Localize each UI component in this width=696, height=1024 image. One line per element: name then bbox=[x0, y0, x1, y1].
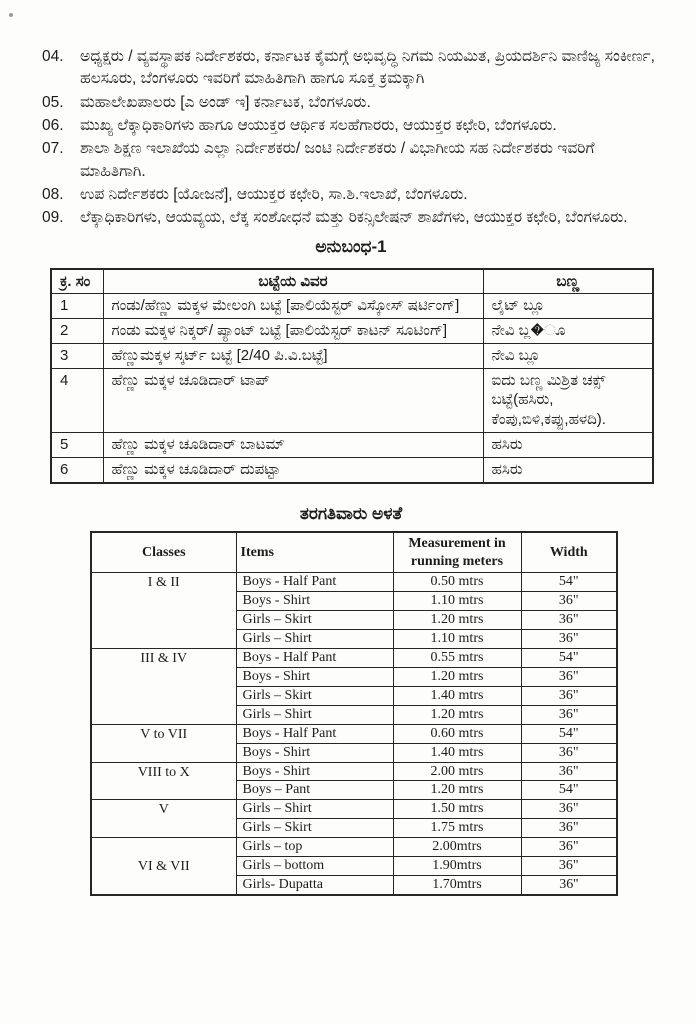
cloth-table-cell: ಲೈಟ್ ಬ್ಲೂ bbox=[483, 294, 653, 319]
cloth-table-row bbox=[51, 433, 653, 458]
measurement-table-cell: Girls – Shirt bbox=[236, 800, 393, 819]
measurement-table-cell: Boys - Shirt bbox=[236, 592, 393, 611]
measurement-table-row bbox=[91, 838, 617, 857]
class-cell: V bbox=[91, 800, 236, 838]
measurement-table-cell: 36" bbox=[521, 705, 617, 724]
measurement-table-cell: Boys - Shirt bbox=[236, 762, 393, 781]
distribution-item bbox=[42, 138, 660, 183]
cloth-table-cell: ನೇವಿ ಬ್ಲೂ bbox=[483, 343, 653, 368]
measurement-table-cell: Girls- Dupatta bbox=[236, 875, 393, 894]
measurement-table-cell: 0.55 mtrs bbox=[393, 649, 521, 668]
measurement-table-cell: 36" bbox=[521, 819, 617, 838]
measurement-table-cell: 2.00 mtrs bbox=[393, 762, 521, 781]
measurement-table-cell: 0.60 mtrs bbox=[393, 724, 521, 743]
measurement-table-cell: 1.10 mtrs bbox=[393, 592, 521, 611]
measurement-table-cell: Girls – Skirt bbox=[236, 819, 393, 838]
distribution-item bbox=[42, 207, 660, 229]
measurement-table-header: Items bbox=[236, 532, 393, 573]
distribution-item bbox=[42, 115, 660, 137]
measurement-table-cell: 1.90mtrs bbox=[393, 857, 521, 876]
measurement-table-cell: 1.20 mtrs bbox=[393, 611, 521, 630]
measurement-table-cell: 54" bbox=[521, 649, 617, 668]
measurement-table-row bbox=[91, 762, 617, 781]
measurement-table-cell: Boys - Shirt bbox=[236, 668, 393, 687]
distribution-list bbox=[42, 46, 660, 230]
measurement-table-cell: 1.75 mtrs bbox=[393, 819, 521, 838]
cloth-table-cell: ಹೆಣ್ಣು ಮಕ್ಕಳ ಚೂಡಿದಾರ್ ದುಪಟ್ಟಾ bbox=[103, 457, 483, 482]
distribution-item bbox=[42, 46, 660, 91]
cloth-table-cell: ಹೆಣ್ಣು ಮಕ್ಕಳ ಚೂಡಿದಾರ್ ಬಾಟಮ್ bbox=[103, 433, 483, 458]
measurement-table-header: Measurement in running meters bbox=[393, 532, 521, 573]
item-text: ಮಹಾಲೇಖಪಾಲರು [ಎ ಅಂಡ್ ಇ] ಕರ್ನಾಟಕ, ಬೆಂಗಳೂರು. bbox=[80, 93, 371, 111]
measurement-table-cell: 36" bbox=[521, 800, 617, 819]
item-text: ಮುಖ್ಯ ಲೆಕ್ಕಾಧಿಕಾರಿಗಳು ಹಾಗೂ ಆಯುಕ್ತರ ಆರ್ಥಿಕ ಸಲಹೆಗಾರರು, ಆಯುಕ್ತರ ಕಛೇರಿ, ಬೆಂಗಳೂರು. bbox=[80, 116, 557, 134]
cloth-table-row bbox=[51, 319, 653, 344]
measurement-title: ತರಗತಿವಾರು ಅಳತೆ bbox=[299, 503, 403, 523]
measurement-table-cell: Boys - Half Pant bbox=[236, 573, 393, 592]
item-number: 07. bbox=[42, 140, 64, 158]
cloth-table-cell: ಹಸಿರು bbox=[483, 433, 653, 458]
measurement-table-cell: Boys – Pant bbox=[236, 781, 393, 800]
item-number: 05. bbox=[42, 93, 64, 111]
item-text: ಲೆಕ್ಕಾಧಿಕಾರಿಗಳು, ಆಯವ್ಯಯ, ಲೆಕ್ಕ ಸಂಶೋಧನೆ ಮತ್ತು ರಿಕನ್ಸಿಲೇಷನ್ ಶಾಖೆಗಳು, ಆಯುಕ್ತರ ಕಛೇರಿ, ಬೆಂಗಳೂರು. bbox=[80, 209, 628, 227]
measurement-table-cell: Girls – Skirt bbox=[236, 686, 393, 705]
cloth-table-cell: 2 bbox=[51, 319, 103, 344]
measurement-table-cell: 1.40 mtrs bbox=[393, 743, 521, 762]
distribution-item bbox=[42, 184, 660, 206]
measurement-table-cell: 54" bbox=[521, 724, 617, 743]
scan-artifact-dot bbox=[9, 13, 13, 17]
class-cell: I & II bbox=[91, 573, 236, 649]
cloth-table-row bbox=[51, 294, 653, 319]
cloth-table-cell: ಗಂಡು ಮಕ್ಕಳ ನಿಕ್ಕರ್/ ಪ್ಯಾಂಟ್ ಬಟ್ಟೆ [ಪಾಲಿಯೆಸ್ಟರ್ ಕಾಟನ್ ಸೂಟಿಂಗ್] bbox=[103, 319, 483, 344]
cloth-table-row bbox=[51, 457, 653, 482]
cloth-table-header-row bbox=[51, 269, 653, 294]
cloth-table-header: ಬಟ್ಟೆಯ ವಿವರ bbox=[103, 269, 483, 294]
measurement-table-cell: 36" bbox=[521, 743, 617, 762]
measurement-table-cell: Boys - Half Pant bbox=[236, 649, 393, 668]
measurement-table-cell: 36" bbox=[521, 762, 617, 781]
measurement-table-cell: 0.50 mtrs bbox=[393, 573, 521, 592]
cloth-table-cell: ಹೆಣ್ಣು ಮಕ್ಕಳ ಚೂಡಿದಾರ್ ಟಾಪ್ bbox=[103, 368, 483, 432]
measurement-table-cell: Boys - Half Pant bbox=[236, 724, 393, 743]
item-number: 09. bbox=[42, 209, 64, 227]
item-number: 06. bbox=[42, 116, 64, 134]
item-text: ಶಾಲಾ ಶಿಕ್ಷಣ ಇಲಾಖೆಯ ಎಲ್ಲಾ ನಿರ್ದೇಶಕರು/ ಜಂಟಿ ನಿರ್ದೇಶಕರು / ವಿಭಾಗೀಯ ಸಹ ನಿರ್ದೇಶಕರು ಇವರಿಗೆ ಮಾಹಿತಿಗಾಗಿ. bbox=[80, 140, 595, 180]
measurement-table-row bbox=[91, 800, 617, 819]
measurement-table bbox=[90, 531, 618, 896]
item-number: 04. bbox=[42, 48, 64, 65]
cloth-table-cell: ಗಂಡು/ಹೆಣ್ಣು ಮಕ್ಕಳ ಮೇಲಂಗಿ ಬಟ್ಟೆ [ಪಾಲಿಯೆಸ್ಟರ್ ವಿಸ್ಕೋಸ್ ಷರ್ಟಿಂಗ್] bbox=[103, 294, 483, 319]
measurement-table-body bbox=[91, 573, 617, 895]
measurement-table-cell: 54" bbox=[521, 573, 617, 592]
measurement-table-header: Width bbox=[521, 532, 617, 573]
measurement-table-cell: Girls – Shirt bbox=[236, 630, 393, 649]
measurement-table-cell: 1.20 mtrs bbox=[393, 668, 521, 687]
distribution-item bbox=[42, 92, 660, 114]
measurement-table-cell: Girls – top bbox=[236, 838, 393, 857]
measurement-table-cell: 1.20 mtrs bbox=[393, 705, 521, 724]
measurement-table-cell: 36" bbox=[521, 630, 617, 649]
measurement-table-cell: 1.20 mtrs bbox=[393, 781, 521, 800]
cloth-table-cell: ಐದು ಬಣ್ಣ ಮಿಶ್ರಿತ ಚಕ್ಸ್ ಬಟ್ಟೆ(ಹಸಿರು, ಕೆಂಪು,ಬಿಳಿ,ಕಪ್ಪು,ಹಳದಿ). bbox=[483, 368, 653, 432]
measurement-table-cell: 1.10 mtrs bbox=[393, 630, 521, 649]
cloth-table-cell: 5 bbox=[51, 433, 103, 458]
cloth-table-header: ಬಣ್ಣ bbox=[483, 269, 653, 294]
measurement-table-cell: Girls – bottom bbox=[236, 857, 393, 876]
item-number: 08. bbox=[42, 185, 64, 203]
cloth-table-cell: ನೇವಿ ಬ್ಲ�ೂ bbox=[483, 319, 653, 344]
measurement-table-cell: 54" bbox=[521, 781, 617, 800]
class-cell: III & IV bbox=[91, 649, 236, 725]
measurement-table-cell: 1.50 mtrs bbox=[393, 800, 521, 819]
measurement-table-cell: 36" bbox=[521, 857, 617, 876]
cloth-color-table bbox=[50, 268, 654, 484]
measurement-table-cell: 2.00mtrs bbox=[393, 838, 521, 857]
cloth-table-cell: 3 bbox=[51, 343, 103, 368]
cloth-table-cell: 4 bbox=[51, 368, 103, 432]
measurement-table-cell: 1.70mtrs bbox=[393, 875, 521, 894]
measurement-table-row bbox=[91, 573, 617, 592]
cloth-table-body bbox=[51, 294, 653, 483]
measurement-table-cell: Boys - Shirt bbox=[236, 743, 393, 762]
class-cell: VI & VII bbox=[91, 838, 236, 895]
measurement-table-header: Classes bbox=[91, 532, 236, 573]
measurement-table-head bbox=[91, 532, 617, 573]
measurement-table-cell: 36" bbox=[521, 686, 617, 705]
cloth-table-cell: 1 bbox=[51, 294, 103, 319]
annexure-title: ಅನುಬಂಧ-1 bbox=[315, 236, 387, 256]
measurement-table-row bbox=[91, 724, 617, 743]
measurement-table-cell: 36" bbox=[521, 611, 617, 630]
class-cell: VIII to X bbox=[91, 762, 236, 800]
measurement-table-cell: 36" bbox=[521, 592, 617, 611]
measurement-table-cell: 36" bbox=[521, 668, 617, 687]
cloth-table-row bbox=[51, 368, 653, 432]
measurement-table-cell: 36'' bbox=[521, 875, 617, 894]
measurement-table-cell: Girls – Skirt bbox=[236, 611, 393, 630]
measurement-table-cell: 1.40 mtrs bbox=[393, 686, 521, 705]
cloth-table-row bbox=[51, 343, 653, 368]
measurement-table-header-row bbox=[91, 532, 617, 573]
cloth-table-cell: ಹೆಣ್ಣುಮಕ್ಕಳ ಸ್ಕರ್ಟ್ ಬಟ್ಟೆ [2/40 ಪಿ.ವಿ.ಬಟ್ಟೆ] bbox=[103, 343, 483, 368]
measurement-table-cell: Girls – Shirt bbox=[236, 705, 393, 724]
cloth-table-head bbox=[51, 269, 653, 294]
cloth-table-cell: ಹಸಿರು bbox=[483, 457, 653, 482]
class-cell: V to VII bbox=[91, 724, 236, 762]
cloth-table-cell: 6 bbox=[51, 457, 103, 482]
measurement-table-row bbox=[91, 649, 617, 668]
item-text: ಅಧ್ಯಕ್ಷರು / ವ್ಯವಸ್ಥಾಪಕ ನಿರ್ದೇಶಕರು, ಕರ್ನಾಟಕ ಕೈಮಗ್ಗೆ ಅಭಿವೃದ್ಧಿ ನಿಗಮ ನಿಯಮಿತ, ಪ್ರಿಯದರ್ಶಿನಿ ವಾಣಿಜ್ಯ ಸಂಕೀರ್ಣ, ಹಲಸೂರು, ಬೆಂಗಳೂರು ಇವರಿಗೆ ಮಾಹಿತಿಗಾಗಿ ಹಾಗೂ ಸೂಕ್ತ ಕ್ರಮಕ್ಕಾಗಿ bbox=[80, 48, 655, 88]
measurement-table-cell: 36" bbox=[521, 838, 617, 857]
item-text: ಉಪ ನಿರ್ದೇಶಕರು [ಯೋಜನೆ], ಆಯುಕ್ತರ ಕಛೇರಿ, ಸಾ.ಶಿ.ಇಲಾಖೆ, ಬೆಂಗಳೂರು. bbox=[80, 185, 468, 203]
cloth-table-header: ಕ್ರ. ಸಂ bbox=[51, 269, 103, 294]
